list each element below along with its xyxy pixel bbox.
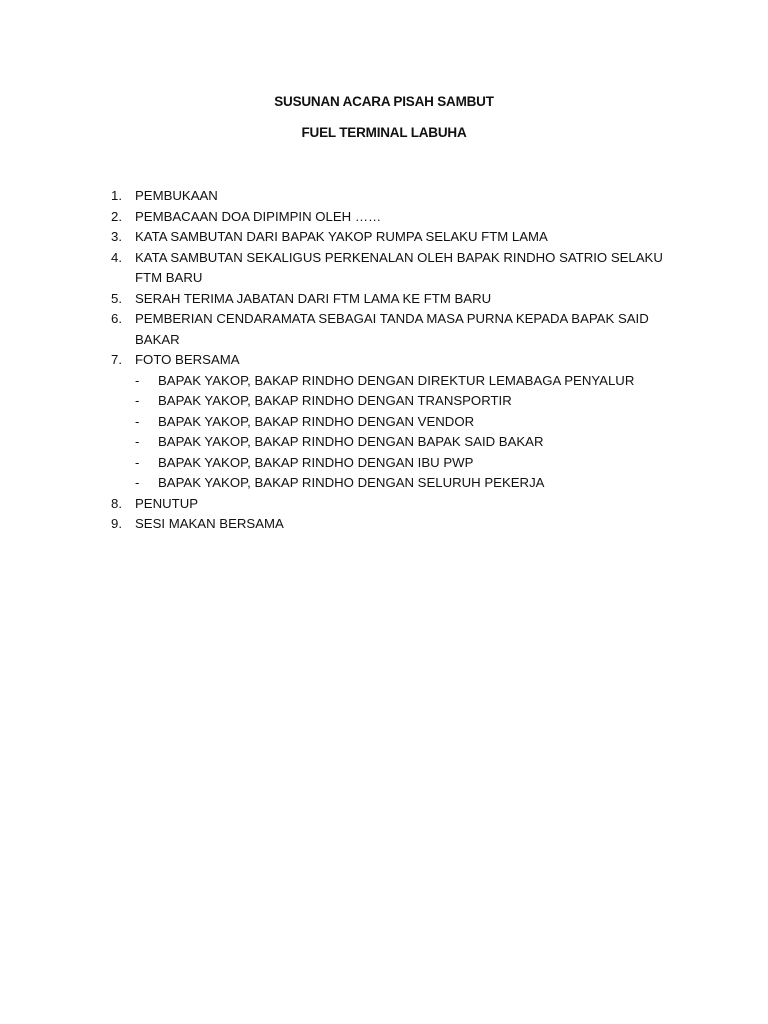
sublist-dash-marker: - — [135, 413, 140, 429]
agenda-item-1 — [111, 186, 691, 207]
photo-subitem — [111, 453, 691, 474]
sublist-dash-marker: - — [135, 393, 140, 408]
document-subtitle: FUEL TERMINAL LABUHA — [301, 125, 467, 140]
photo-subitem-text: BAPAK YAKOP, BAKAP RINDHO DENGAN SELURUH PEKERJA — [158, 475, 545, 490]
photo-subitem — [111, 432, 691, 453]
sublist-dash-marker: - — [135, 434, 140, 449]
agenda-item-text: SERAH TERIMA JABATAN DARI FTM LAMA KE FTM BARU — [135, 290, 492, 306]
document-title: SUSUNAN ACARA PISAH SAMBUT — [274, 94, 494, 109]
agenda-item-text: PEMBACAAN DOA DIPIMPIN OLEH …… — [135, 208, 382, 224]
agenda-item-6 — [111, 309, 691, 350]
sublist-dash-marker: - — [135, 454, 140, 470]
agenda-item-number: 4. — [111, 249, 122, 265]
agenda-item-text: KATA SAMBUTAN SEKALIGUS PERKENALAN OLEH BAPAK RINDHO SATRIO SELAKU FTM BARU — [135, 249, 663, 285]
agenda-item-number: 1. — [111, 188, 122, 203]
agenda-item-number: 6. — [111, 311, 122, 326]
agenda-item-text: PEMBERIAN CENDARAMATA SEBAGAI TANDA MASA PURNA KEPADA BAPAK SAID BAKAR — [135, 311, 649, 347]
agenda-item-text: KATA SAMBUTAN DARI BAPAK YAKOP RUMPA SELAKU FTM LAMA — [135, 229, 548, 244]
photo-subitem — [111, 371, 691, 392]
photo-subitem — [111, 412, 691, 433]
sublist-dash-marker: - — [135, 372, 140, 388]
agenda-list — [111, 186, 691, 535]
agenda-item-text: FOTO BERSAMA — [135, 352, 240, 367]
photo-subitem-text: BAPAK YAKOP, BAKAP RINDHO DENGAN VENDOR — [158, 413, 475, 429]
agenda-item-7 — [111, 350, 691, 371]
agenda-item-number: 8. — [111, 495, 122, 511]
agenda-item-5 — [111, 289, 691, 310]
photo-subitem — [111, 391, 691, 412]
photo-subitem-text: BAPAK YAKOP, BAKAP RINDHO DENGAN BAPAK SAID BAKAR — [158, 434, 544, 449]
agenda-item-text: PEMBUKAAN — [135, 188, 218, 203]
agenda-item-4 — [111, 248, 691, 289]
photo-subitem-text: BAPAK YAKOP, BAKAP RINDHO DENGAN DIREKTUR LEMABAGA PENYALUR — [158, 372, 635, 388]
agenda-item-9 — [111, 514, 691, 535]
agenda-item-number: 2. — [111, 208, 122, 224]
agenda-item-number: 9. — [111, 516, 122, 531]
photo-session-sublist — [111, 371, 691, 494]
photo-subitem-text: BAPAK YAKOP, BAKAP RINDHO DENGAN TRANSPORTIR — [158, 393, 512, 408]
photo-subitem — [111, 473, 691, 494]
agenda-item-3 — [111, 227, 691, 248]
sublist-dash-marker: - — [135, 475, 140, 490]
agenda-item-2 — [111, 207, 691, 228]
agenda-item-text: PENUTUP — [135, 495, 199, 511]
agenda-item-number: 3. — [111, 229, 122, 244]
agenda-item-number: 7. — [111, 352, 122, 367]
agenda-item-number: 5. — [111, 290, 122, 306]
photo-subitem-text: BAPAK YAKOP, BAKAP RINDHO DENGAN IBU PWP — [158, 454, 474, 470]
agenda-item-text: SESI MAKAN BERSAMA — [135, 516, 284, 531]
agenda-item-8 — [111, 494, 691, 515]
